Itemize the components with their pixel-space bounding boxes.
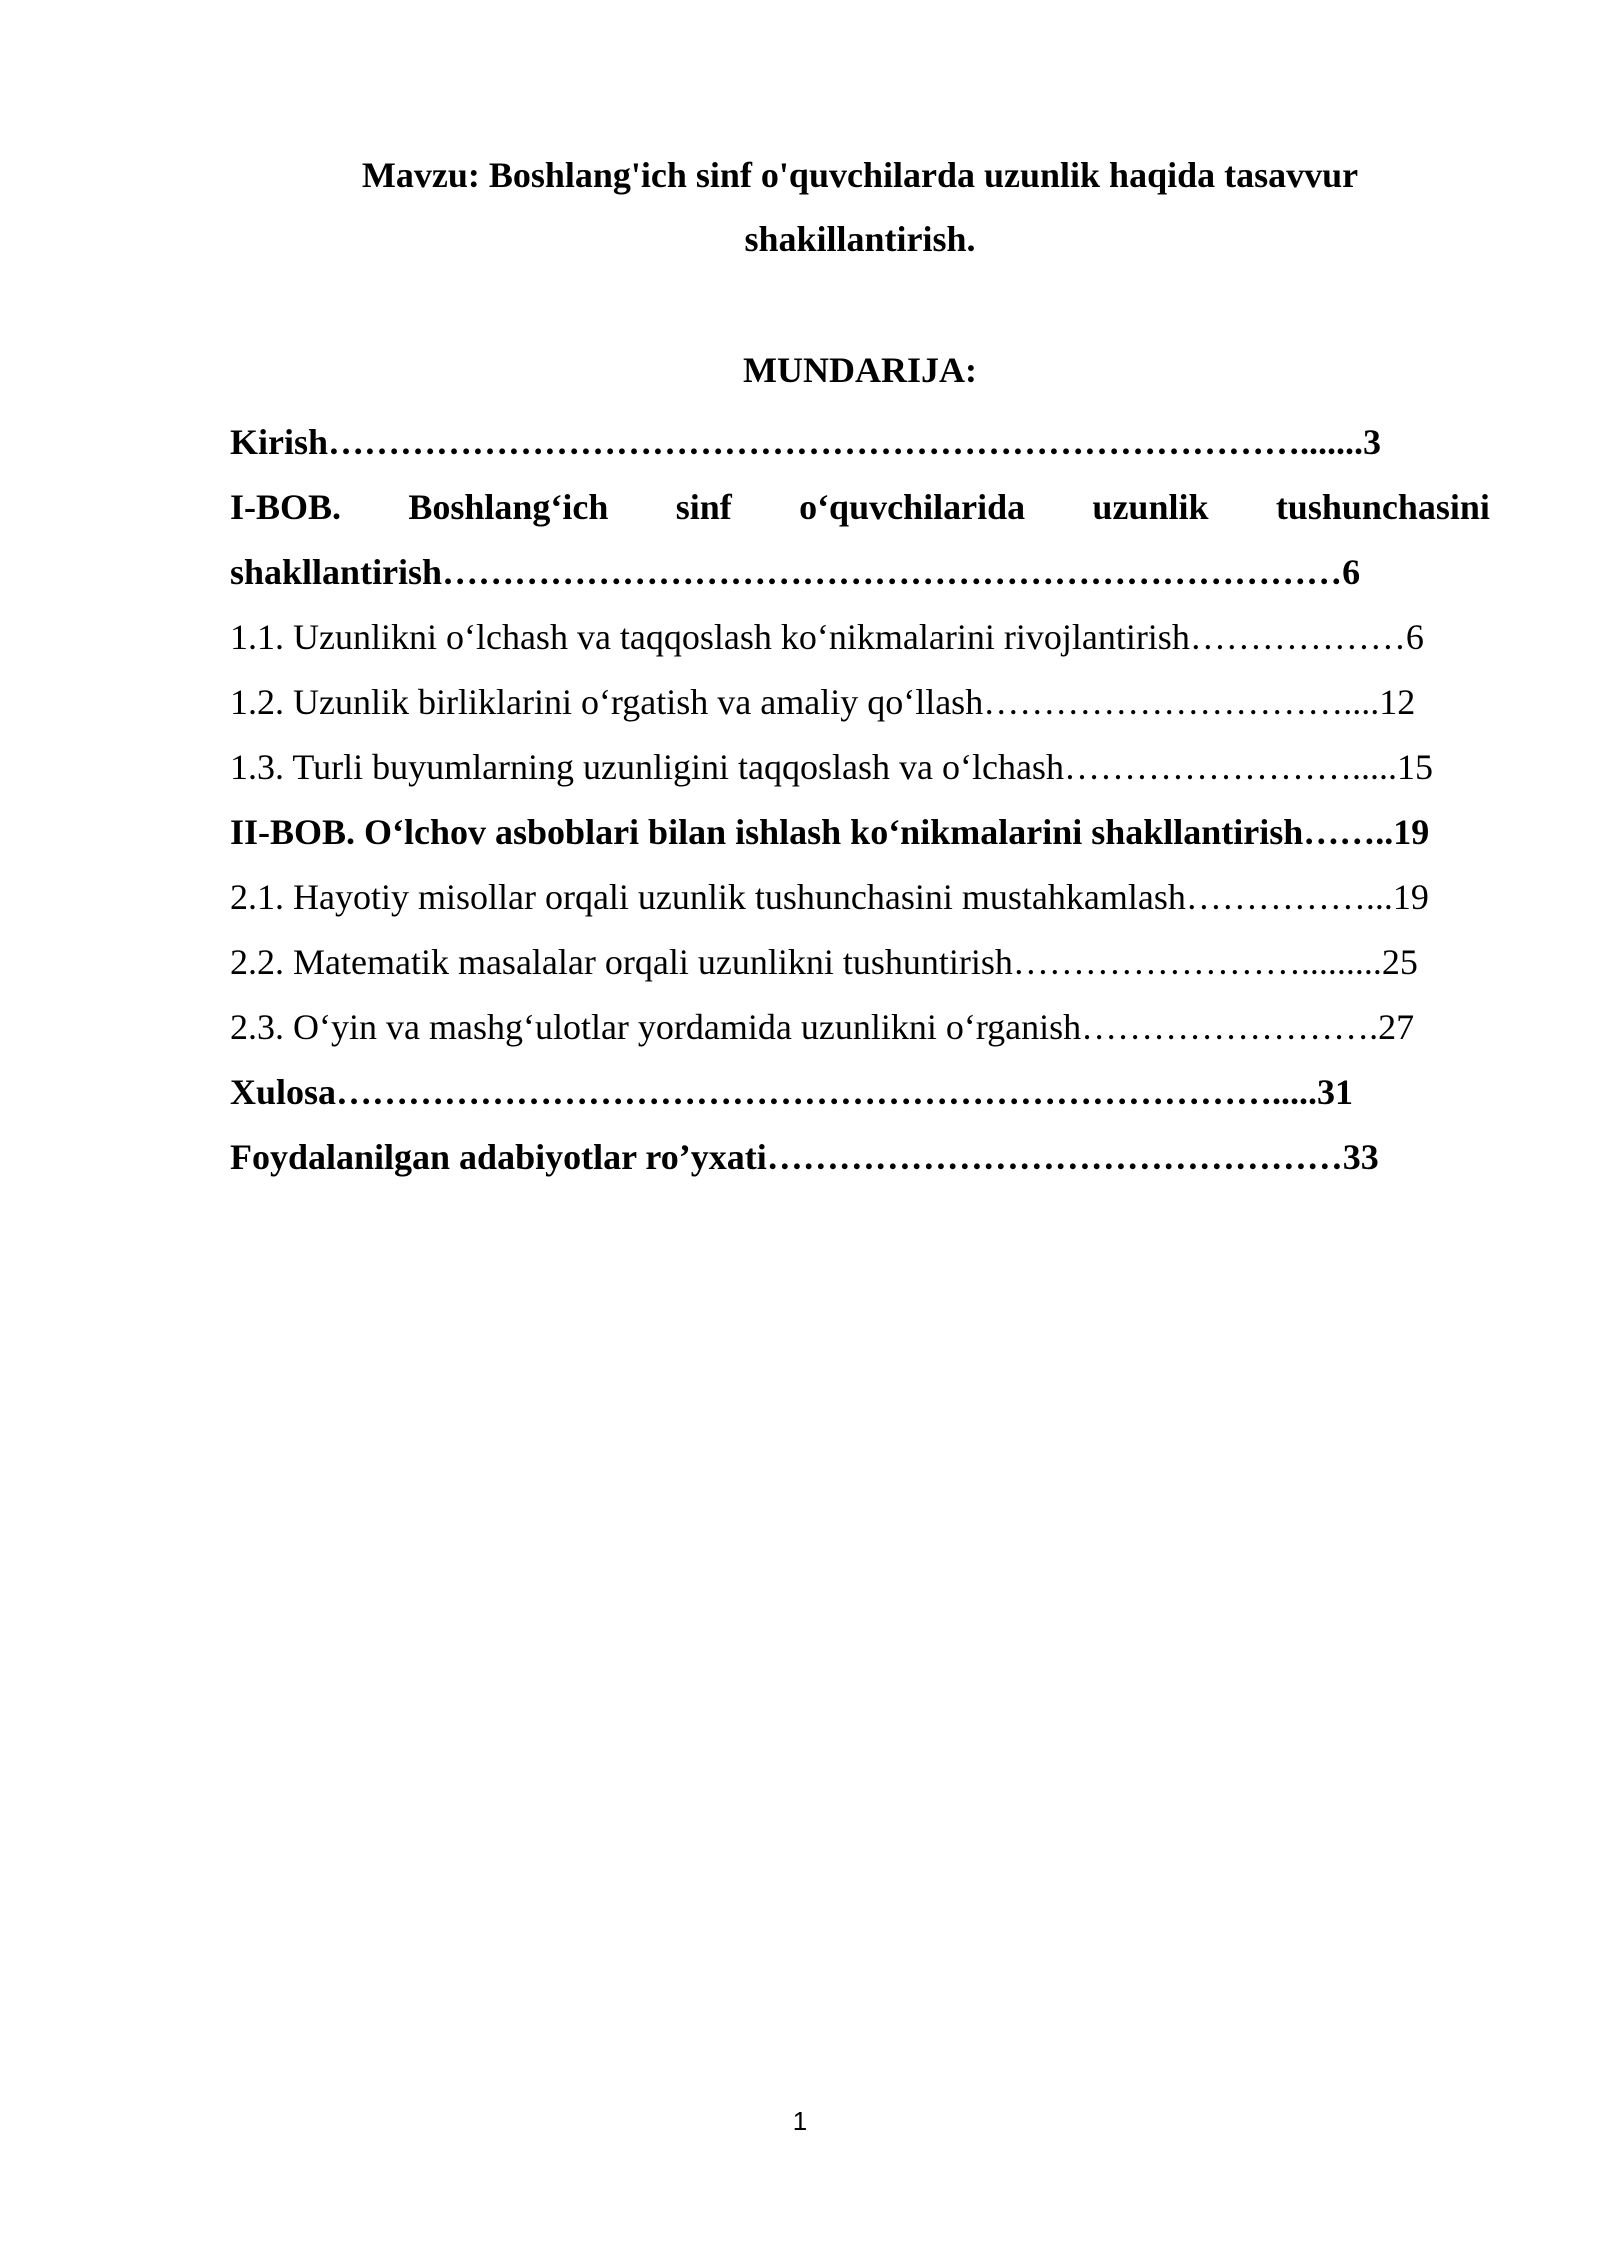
toc-word: I-BOB. (230, 487, 342, 527)
toc-entry-references: Foydalanilgan adabiyotlar ro’yxati…………………………………………33 (230, 1137, 1379, 1177)
title-line-2: shakillantirish. (744, 219, 976, 259)
contents-heading: MUNDARIJA: (743, 350, 977, 390)
document-title (230, 143, 1490, 271)
toc-entry-chapter-2: II-BOB. O‘lchov asboblari bilan ishlash ko‘nikmalarini shakllantirish……..19 (230, 812, 1430, 852)
toc-entry-chapter-1-continued: shakllantirish…………………………………………………………………6 (230, 552, 1361, 592)
toc-entry-chapter-1 (230, 475, 1490, 540)
toc-word: tushunchasini (1275, 487, 1490, 527)
toc-entry-section-2-2: 2.2. Matematik masalalar orqali uzunlikni tushuntirish…………………….........25 (230, 942, 1418, 982)
toc-entry-section-2-1: 2.1. Hayotiy misollar orqali uzunlik tushunchasini mustahkamlash……………...19 (230, 877, 1429, 917)
toc-word: uzunlik (1092, 487, 1209, 527)
toc-word: o‘quvchilarida (799, 487, 1026, 527)
page-number: 1 (792, 2106, 808, 2136)
toc-entry-section-2-3: 2.3. O‘yin va mashg‘ulotlar yordamida uzunlikni o‘rganish…………………….27 (230, 1007, 1415, 1047)
toc-entry-kirish: Kirish……………………………………………………………………….......3 (230, 422, 1382, 462)
toc-word: sinf (675, 487, 732, 527)
toc-entry-section-1-3: 1.3. Turli buyumlarning uzunligini taqqoslash va o‘lchash…………………….....15 (230, 747, 1433, 787)
toc-word: Boshlang‘ich (408, 487, 609, 527)
table-of-contents (230, 410, 1490, 1190)
toc-entry-section-1-1: 1.1. Uzunlikni o‘lchash va taqqoslash ko‘nikmalarini rivojlantirish………………6 (230, 617, 1424, 657)
title-line-1: Mavzu: Boshlang'ich sinf o'quvchilarda uzunlik haqida tasavvur (361, 155, 1359, 195)
toc-entry-section-1-2: 1.2. Uzunlik birliklarini o‘rgatish va amaliy qo‘llash…………………………....12 (230, 682, 1416, 722)
toc-entry-xulosa: Xulosa…………………………………………………………………….....31 (230, 1072, 1354, 1112)
